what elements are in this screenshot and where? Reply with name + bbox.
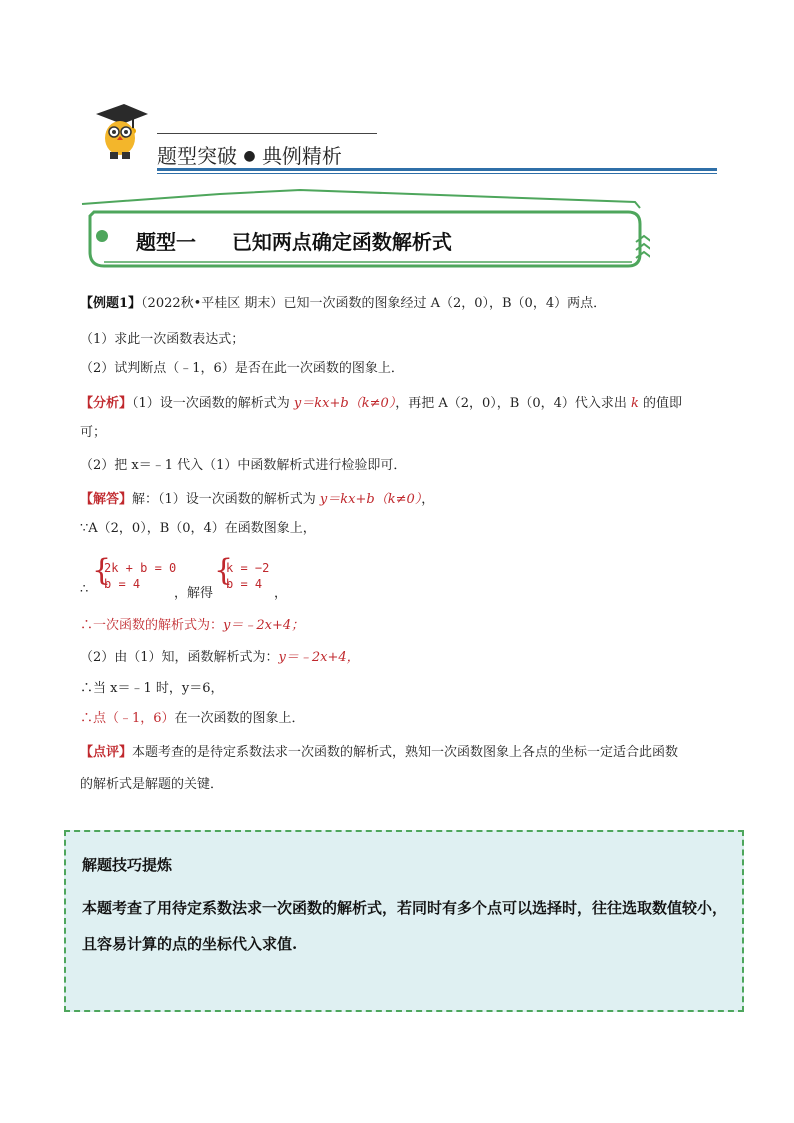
comment-label: 【点评】 [80, 745, 133, 760]
analysis-formula: y＝kx+b（k≠0） [293, 396, 396, 411]
equation-system-2 [226, 560, 269, 592]
mascot-logo [88, 100, 150, 162]
system-comma: ， [274, 586, 288, 601]
banner-title: 题型一 [136, 230, 196, 254]
comment-line-1 [80, 743, 678, 763]
header-section-title: 题型突破 [157, 144, 237, 168]
solution-line-5 [80, 648, 360, 668]
solution-text-b: ， [421, 492, 435, 507]
equation-1-top: 2k + b = 0 [104, 561, 177, 575]
solution-line-1 [80, 490, 434, 510]
solution-line-4 [80, 616, 304, 636]
solution-label: 【解答】 [80, 492, 133, 507]
header-section-subtitle: 典例精析 [261, 144, 342, 168]
header-dot: ● [243, 148, 256, 164]
solution-line-7 [80, 709, 305, 729]
solution-line-5-formula: y＝﹣2x+4， [278, 650, 360, 665]
solution-text-a: 解：（1）设一次函数的解析式为 [132, 492, 320, 507]
analysis-text-a: （1）设一次函数的解析式为 [132, 396, 294, 411]
analysis-text-b: ，再把 A（2，0），B（0，4）代入求出 [395, 396, 632, 411]
analysis-line-3: （2）把 x＝﹣1 代入（1）中函数解析式进行检验即可． [80, 458, 407, 473]
brace-left-2: { [214, 553, 234, 588]
header-bottom-rule [157, 168, 717, 171]
solution-line-4-text: ∴一次函数的解析式为： [80, 618, 224, 633]
example-stem-line [80, 294, 606, 314]
tips-body: 本题考查了用待定系数法求一次函数的解析式，若同时有多个点可以选择时，往往选取数值较小，且容易计算的点的坐标代入求值. [82, 899, 728, 953]
analysis-k: k [631, 396, 639, 411]
example-source: （2022秋•平桂区 期末） [141, 296, 284, 311]
solution-line-4-formula: y＝﹣2x+4； [223, 618, 305, 633]
analysis-line-2: 可； [80, 425, 107, 440]
analysis-label: 【分析】 [80, 396, 133, 411]
solve-word: ，解得 [174, 586, 214, 601]
brace-left-1: { [92, 553, 112, 588]
tips-title: 解题技巧提炼 [82, 856, 173, 874]
question-2: （2）试判断点（﹣1，6）是否在此一次函数的图象上． [80, 361, 404, 376]
comment-text-1: 本题考查的是待定系数法求一次函数的解析式，熟知一次函数图象上各点的坐标一定适合此函数 [132, 745, 679, 760]
solution-line-2: ∵A（2，0），B（0，4）在函数图象上， [80, 521, 316, 536]
header-top-rule [157, 133, 377, 134]
solution-formula: y＝kx+b（k≠0） [319, 492, 422, 507]
solution-line-7-b: 在一次函数的图象上． [174, 711, 305, 726]
analysis-line-1 [80, 394, 682, 414]
topic-banner [80, 188, 650, 272]
example-label: 【例题1】 [80, 296, 142, 311]
header-title [157, 140, 342, 169]
comment-line-2: 的解析式是解题的关键． [80, 777, 224, 792]
solution-line-5-text: （2）由（1）知，函数解析式为： [80, 650, 279, 665]
example-stem: 已知一次函数的图象经过 A（2，0），B（0，4）两点． [283, 296, 607, 311]
equation-system-1 [104, 560, 176, 592]
owl-mascot-icon [88, 100, 150, 162]
solution-line-7-a: ∴点（﹣1，6） [80, 711, 175, 726]
header-bottom-rule-thin [157, 173, 717, 174]
banner-subtitle: 已知两点确定函数解析式 [231, 230, 452, 254]
equation-2-top: k = −2 [226, 561, 270, 575]
analysis-text-c: 的值即 [638, 396, 683, 411]
question-1: （1）求此一次函数表达式； [80, 332, 245, 347]
equation-1-bottom: b = 4 [104, 577, 141, 591]
solution-line-6: ∴当 x＝﹣1 时，y＝6， [80, 681, 224, 696]
tips-box [64, 830, 744, 1012]
equation-2-bottom: b = 4 [226, 577, 263, 591]
therefore-symbol: ∴ [80, 582, 89, 597]
